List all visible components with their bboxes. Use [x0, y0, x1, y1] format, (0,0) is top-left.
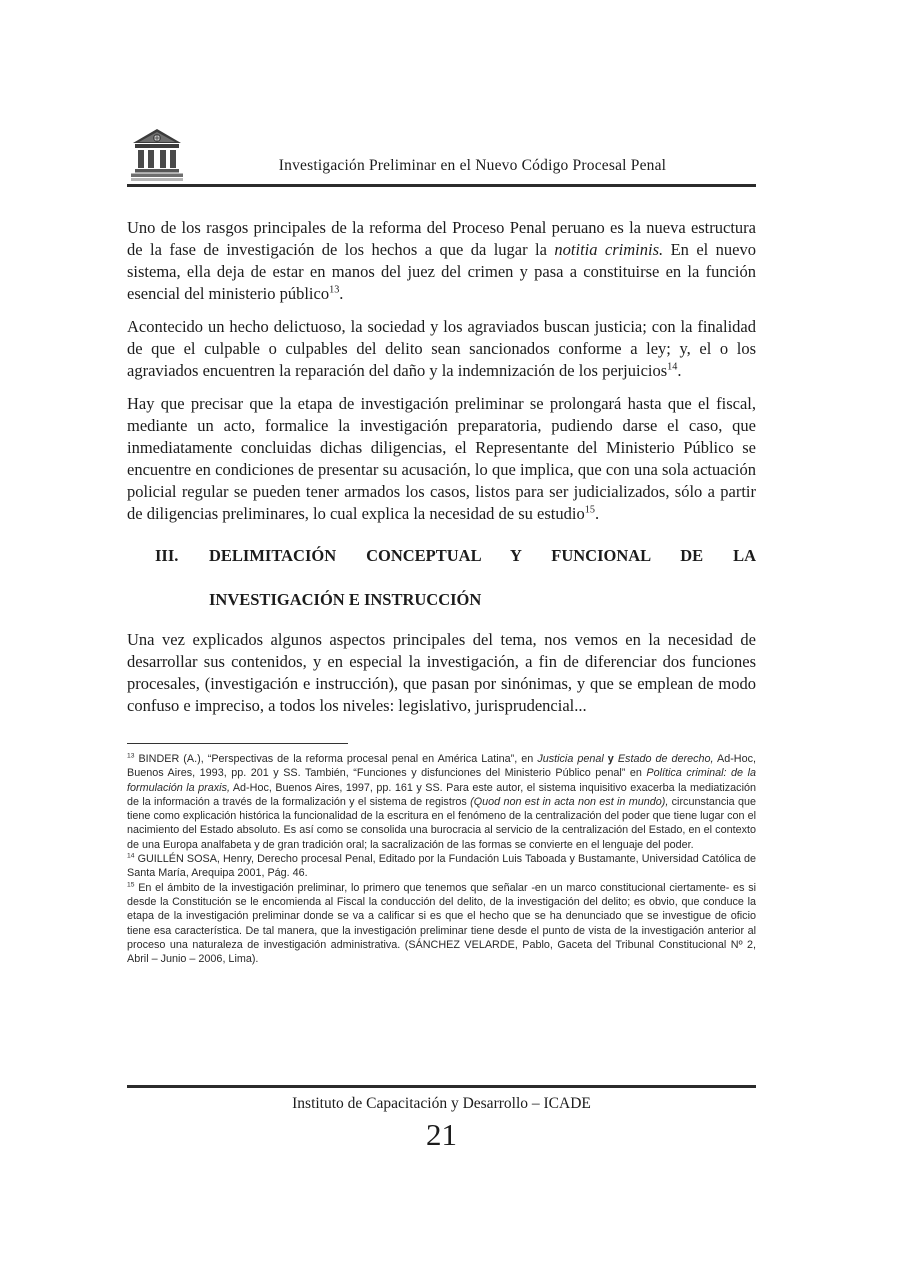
- page-header: [127, 126, 756, 187]
- footer-rule: [127, 1085, 756, 1088]
- section-title-line-1: DELIMITACIÓN CONCEPTUAL Y FUNCIONAL DE LA: [209, 546, 756, 565]
- page-body: [127, 217, 756, 717]
- paragraph-1: Uno de los rasgos principales de la reforma del Proceso Penal peruano es la nueva estructura de la fase de investigación de los hechos a que da lugar la notitia criminis. En el nuevo sistema, ella deja de estar en manos del juez del crimen y pasa a constituirse en la función esencial del ministerio público$^{13}$.: [127, 218, 756, 303]
- page-number: 21: [426, 1116, 457, 1152]
- section-heading: [155, 545, 756, 611]
- section-title: [209, 545, 756, 611]
- paragraph-3: Hay que precisar que la etapa de investigación preliminar se prolongará hasta que el fiscal, mediante un acto, formalice la investigación preparatoria, pudiendo darse el caso, que inmediatamente concluidas dichas diligencias, el Representante del Ministerio Público se encuentre en condiciones de presentar su acusación, lo que implica, que con una sola actuación policial regular se pueden tener armados los casos, listos para ser judicializados, sólo a partir de diligencias preliminares, lo cual explica la necesidad de su estudio$^{15}$.: [127, 394, 756, 523]
- footnotes-section: [127, 743, 756, 966]
- section-number: III.: [155, 546, 179, 565]
- footnote-separator-rule: [127, 743, 348, 744]
- section-title-line-2: INVESTIGACIÓN E INSTRUCCIÓN: [209, 590, 482, 609]
- footnote-15: $^{15}$ En el ámbito de la investigación preliminar, lo primero que tenemos que señalar -en un marco constitucional ciertamente- es si desde la Constitución se le encomienda al Fiscal la conducción del delito, de la investigación del delito; es obvio, que conduce la etapa de la investigación preliminar donde se va a calificar si es que el hecho que se ha denunciado que se investigue de oficio tiene esa característica. De tal manera, que la investigación preliminar tiene desde el punto de vista de la investigación anterior al proceso una naturaleza de investigación administrativa. (SÁNCHEZ VELARDE, Pablo, Gaceta del Tribunal Constitucional Nº 2, Abril – Junio – 2006, Lima).: [127, 881, 756, 966]
- footnote-13: $^{13}$ BINDER (A.), “Perspectivas de la reforma procesal penal en América Latina”, en Justicia penal y Estado de derecho, Ad-Hoc, Buenos Aires, 1993, pp. 201 y SS. También, “Funciones y disfunciones del Ministerio Público penal” en Política criminal: de la formulación la praxis, Ad-Hoc, Buenos Aires, 1997, pp. 161 y SS. Para este autor, el sistema inquisitivo exacerba la mediatización de la información a través de la formalización y el sistema de registros (Quod non est in acta non est in mundo), circunstancia que tiene como explicación histórica la funcionalidad de la escritura en el fenómeno de la centralización del poder que tiene lugar con el nacimiento del Estado absoluto. Es así como se consolida una burocracia al servicio de la centralización del Estado, en el contexto de una Europa analfabeta y de gran tradición oral; la sacralización de las formas se convierte en el lenguaje del poder.: [127, 752, 756, 851]
- header-title: Investigación Preliminar en el Nuevo Código Procesal Penal: [278, 157, 667, 174]
- paragraph-2: Acontecido un hecho delictuoso, la sociedad y los agraviados buscan justicia; con la finalidad de que el culpable o culpables del delito sean sancionados conforme a ley; y, el o los agraviados encuentren la reparación del daño y la indemnización de los perjuicios$^{14}$.: [127, 317, 756, 380]
- page-footer: [127, 1085, 756, 1153]
- paragraph-4: Una vez explicados algunos aspectos principales del tema, nos vemos en la necesidad de desarrollar sus contenidos, y en especial la investigación, a fin de diferenciar dos funciones procesales, (investigación e instrucción), que pasan por sinónimas, y que se emplean de modo confuso e impreciso, a todos los niveles: legislativo, jurisprudencial...: [127, 630, 756, 715]
- header-row: [127, 126, 756, 182]
- header-rule: [127, 184, 756, 187]
- footer-institute-name: Instituto de Capacitación y Desarrollo – ICADE: [292, 1094, 591, 1112]
- footnote-14: $^{14}$ GUILLÉN SOSA, Henry, Derecho procesal Penal, Editado por la Fundación Luis Taboada y Bustamante, Universidad Católica de Santa María, Arequipa 2001, Pág. 46.: [127, 852, 756, 880]
- classical-building-emblem-icon: [127, 126, 189, 182]
